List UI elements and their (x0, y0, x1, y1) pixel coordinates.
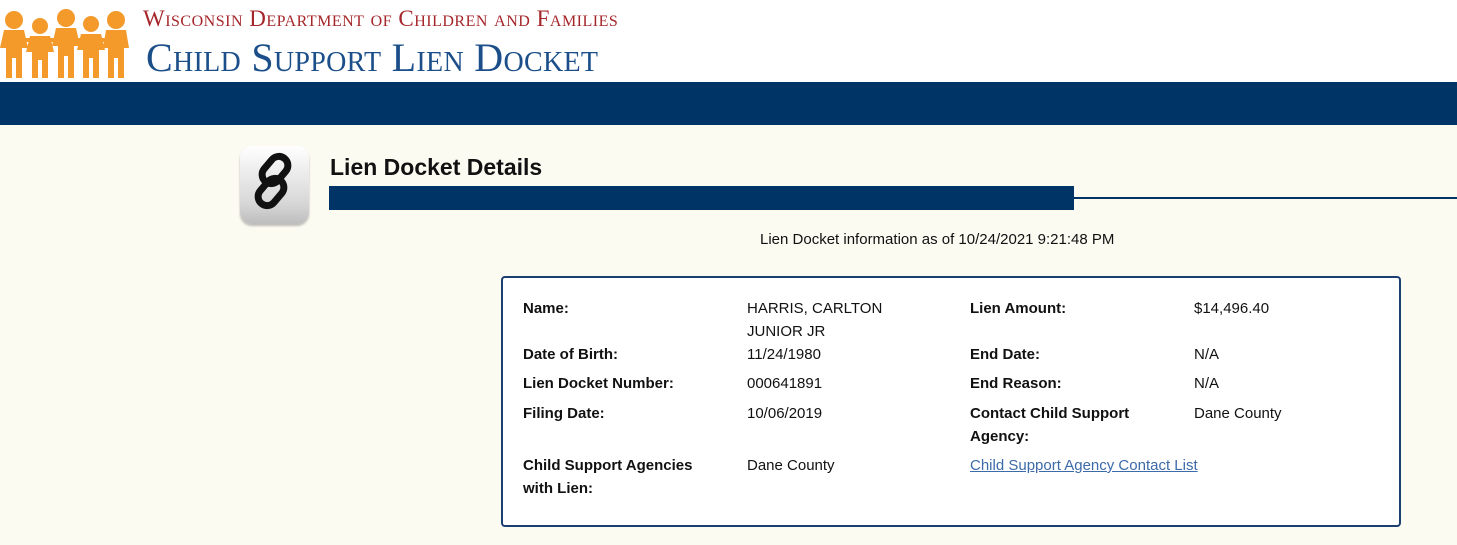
filing-date-label: Filing Date: (523, 405, 605, 422)
site-header (0, 0, 1457, 82)
title-bar (329, 186, 1074, 210)
lien-amount-label: Lien Amount: (970, 300, 1067, 317)
app-title: Child Support Lien Docket (146, 35, 599, 80)
children-logo-icon[interactable] (0, 6, 130, 80)
contact-agency-label: Contact Child Support Agency: (970, 405, 1130, 445)
agency-name: Wisconsin Department of Children and Families (143, 6, 619, 31)
dob-label: Date of Birth: (523, 346, 618, 363)
title-divider (1074, 197, 1457, 199)
chain-link-icon (240, 146, 309, 224)
lien-amount-value: $14,496.40 (1194, 300, 1270, 317)
name-value: HARRIS, CARLTON JUNIOR JR (747, 300, 883, 340)
contact-agency-value: Dane County (1194, 405, 1282, 422)
contact-list-link[interactable]: Child Support Agency Contact List (970, 457, 1198, 474)
nav-bar (0, 82, 1457, 125)
as-of-timestamp: Lien Docket information as of 10/24/2021 9:21:48 PM (760, 231, 1115, 248)
agencies-with-lien-label: Child Support Agencies with Lien: (523, 457, 693, 497)
section-title: Lien Docket Details (330, 154, 543, 180)
end-reason-label: End Reason: (970, 375, 1062, 392)
docket-number-label: Lien Docket Number: (523, 375, 674, 392)
dob-value: 11/24/1980 (747, 346, 821, 363)
name-label: Name: (523, 300, 569, 317)
end-date-label: End Date: (970, 346, 1041, 363)
docket-number-value: 000641891 (747, 375, 823, 392)
lien-details-panel (501, 276, 1401, 527)
end-date-value: N/A (1194, 346, 1220, 363)
filing-date-value: 10/06/2019 (747, 405, 823, 422)
agencies-with-lien-value: Dane County (747, 457, 835, 474)
end-reason-value: N/A (1194, 375, 1220, 392)
